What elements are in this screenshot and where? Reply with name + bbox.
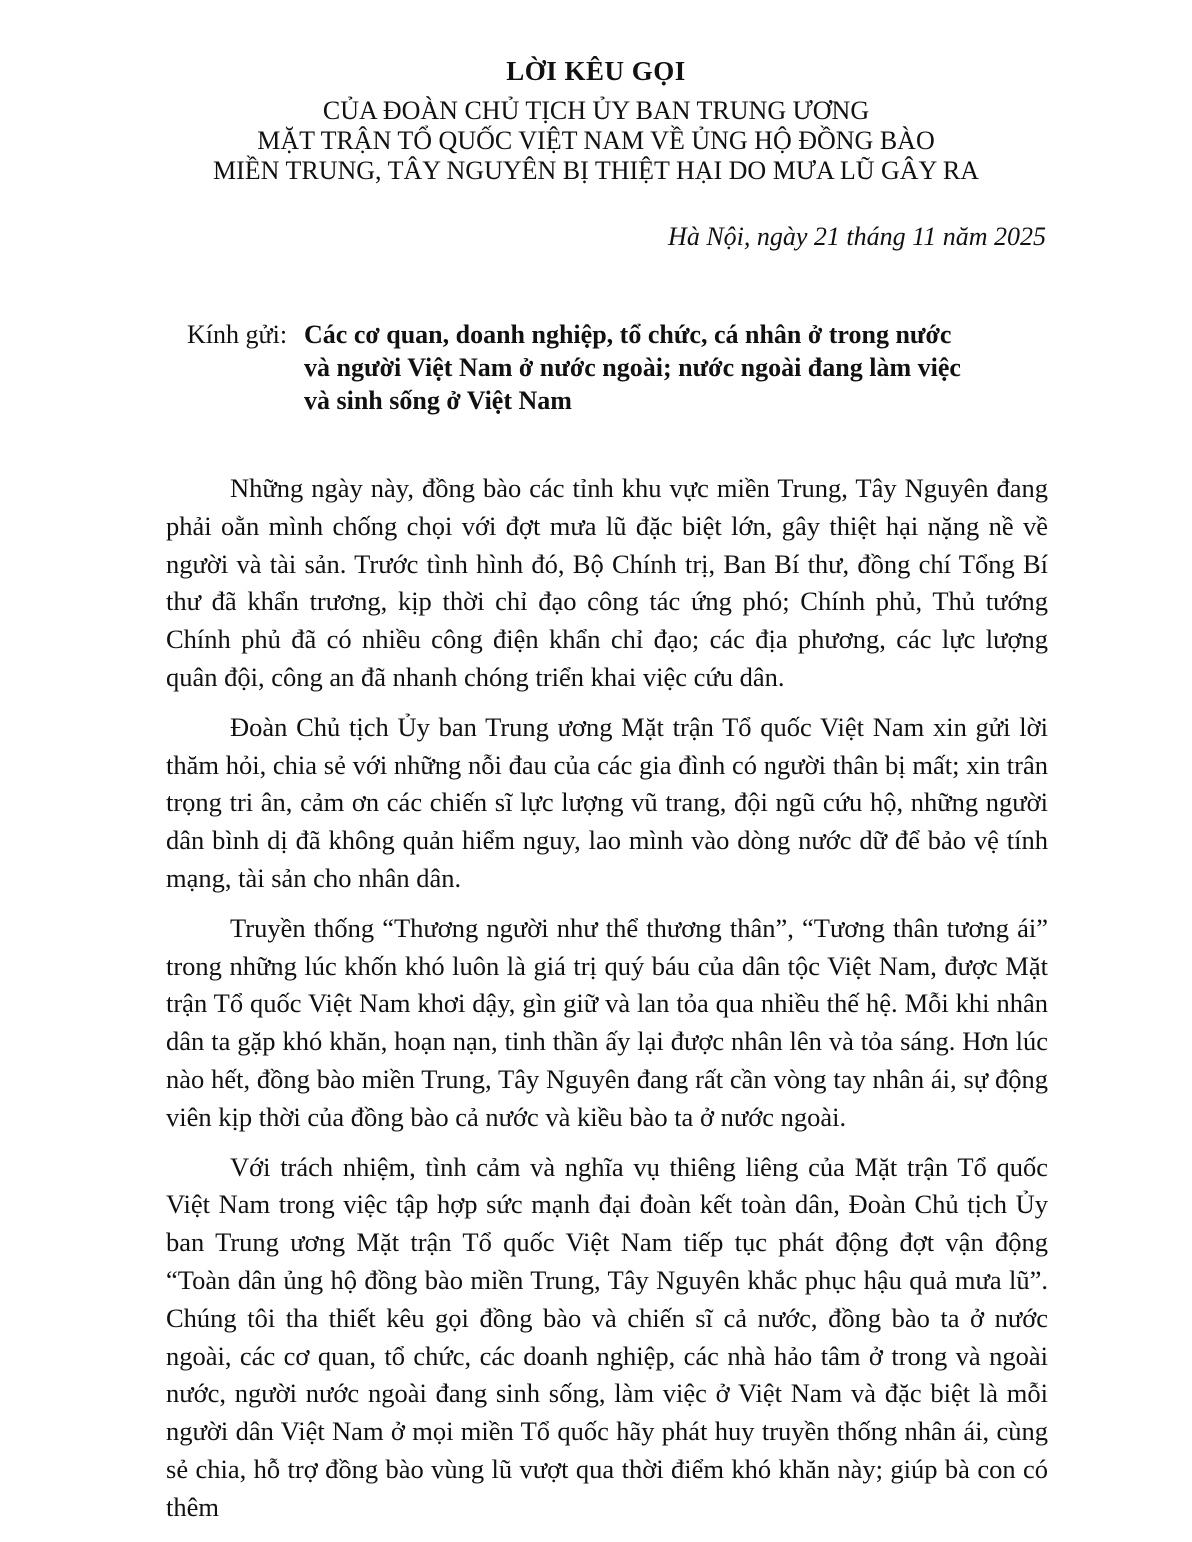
body-paragraph: Những ngày này, đồng bào các tỉnh khu vực miền Trung, Tây Nguyên đang phải oằn mình chống chọi với đợt mưa lũ đặc biệt lớn, gây thiệt hại nặng nề về người và tài sản. Trước tình hình đó, Bộ Chính trị, Ban Bí thư, đồng chí Tổng Bí thư đã khẩn trương, kịp thời chỉ đạo công tác ứng phó; Chính phủ, Thủ tướng Chính phủ đã có nhiều công điện khẩn chỉ đạo; các địa phương, các lực lượng quân đội, công an đã nhanh chóng triển khai việc cứu dân. [166, 473, 1048, 692]
recipient-label: Kính gửi: [187, 320, 288, 349]
subtitle-line: CỦA ĐOÀN CHỦ TỊCH ỦY BAN TRUNG ƯƠNG [322, 96, 870, 125]
recipient-lines [304, 318, 961, 417]
recipient-line: và người Việt Nam ở nước ngoài; nước ngoài đang làm việc [304, 353, 961, 382]
document-subtitle [0, 96, 1192, 186]
subtitle-line: MIỀN TRUNG, TÂY NGUYÊN BỊ THIỆT HẠI DO MƯA LŨ GÂY RA [213, 156, 979, 185]
document-body [166, 470, 1048, 1539]
document-title: LỜI KÊU GỌI [506, 56, 686, 86]
recipient-line: và sinh sống ở Việt Nam [304, 386, 572, 415]
body-paragraph: Truyền thống “Thương người như thể thương thân”, “Tương thân tương ái” trong những lúc khốn khó luôn là giá trị quý báu của dân tộc Việt Nam, được Mặt trận Tổ quốc Việt Nam khơi dậy, gìn giữ và lan tỏa qua nhiều thế hệ. Mỗi khi nhân dân ta gặp khó khăn, hoạn nạn, tinh thần ấy lại được nhân lên và tỏa sáng. Hơn lúc nào hết, đồng bào miền Trung, Tây Nguyên đang rất cần vòng tay nhân ái, sự động viên kịp thời của đồng bào cả nước và kiều bào ta ở nước ngoài. [166, 912, 1048, 1132]
subtitle-line: MẶT TRẬN TỔ QUỐC VIỆT NAM VỀ ỦNG HỘ ĐỒNG BÀO [257, 126, 935, 155]
body-paragraph: Đoàn Chủ tịch Ủy ban Trung ương Mặt trận Tổ quốc Việt Nam xin gửi lời thăm hỏi, chia sẻ với những nỗi đau của các gia đình có người thân bị mất; xin trân trọng tri ân, cảm ơn các chiến sĩ lực lượng vũ trang, đội ngũ cứu hộ, những người dân bình dị đã không quản hiểm nguy, lao mình vào dòng nước dữ để bảo vệ tính mạng, tài sản cho nhân dân. [166, 711, 1048, 893]
recipient-line: Các cơ quan, doanh nghiệp, tổ chức, cá nhân ở trong nước [304, 320, 952, 349]
body-paragraph: Với trách nhiệm, tình cảm và nghĩa vụ thiêng liêng của Mặt trận Tổ quốc Việt Nam trong việc tập hợp sức mạnh đại đoàn kết toàn dân, Đoàn Chủ tịch Ủy ban Trung ương Mặt trận Tổ quốc Việt Nam tiếp tục phát động đợt vận động “Toàn dân ủng hộ đồng bào miền Trung, Tây Nguyên khắc phục hậu quả mưa lũ”. Chúng tôi tha thiết kêu gọi đồng bào và chiến sĩ cả nước, đồng bào ta ở nước ngoài, các cơ quan, tổ chức, các doanh nghiệp, các nhà hảo tâm ở trong và ngoài nước, người nước ngoài đang sinh sống, làm việc ở Việt Nam và đặc biệt là mỗi người dân Việt Nam ở mọi miền Tổ quốc hãy phát huy truyền thống nhân ái, cùng sẻ chia, hỗ trợ đồng bào vùng lũ vượt qua thời điểm khó khăn này; giúp bà con có thêm [166, 1151, 1048, 1522]
date-line: Hà Nội, ngày 21 tháng 11 năm 2025 [668, 222, 1046, 251]
